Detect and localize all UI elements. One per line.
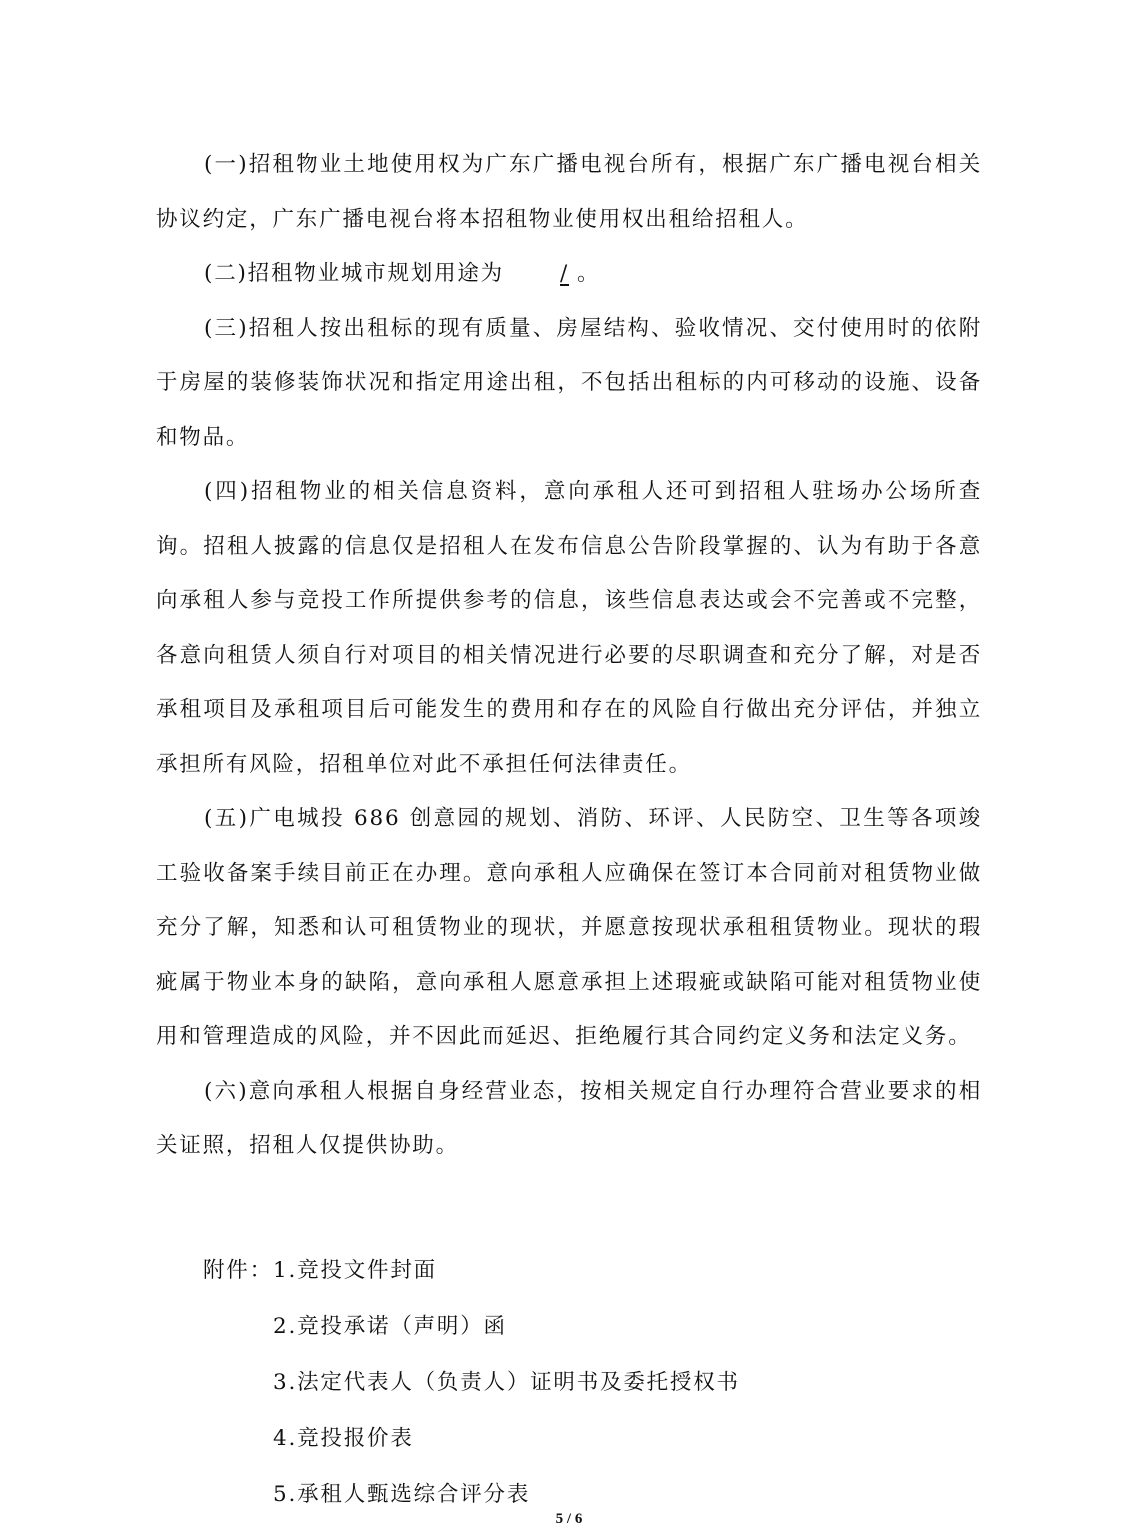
- attachment-item-4: 4.竞投报价表: [273, 1425, 414, 1451]
- attachment-item-5: 5.承租人甄选综合评分表: [273, 1481, 531, 1507]
- attachments-label: 附件：: [203, 1257, 273, 1283]
- attachments-list: [203, 1240, 903, 1520]
- paragraph-6: (六)意向承租人根据自身经营业态，按相关规定自行办理符合营业要求的相关证照，招租人仅提供协助。: [156, 1078, 982, 1158]
- attachment-item-2: 2.竞投承诺（声明）函: [273, 1313, 507, 1339]
- paragraph-2-suffix: 。: [577, 261, 601, 286]
- attachment-item-1: 1.竞投文件封面: [273, 1257, 437, 1283]
- attachments-heading: [203, 1240, 903, 1296]
- paragraph-2: [156, 247, 982, 302]
- paragraph-5: (五)广电城投 686 创意园的规划、消防、环评、人民防空、卫生等各项竣工验收备案手续目前正在办理。意向承租人应确保在签订本合同前对租赁物业做充分了解，知悉和认可租赁物业的现状，并愿意按现状承租租赁物业。现状的瑕疵属于物业本身的缺陷，意向承租人愿意承担上述瑕疵或缺陷可能对租赁物业使用和管理造成的风险，并不因此而延迟、拒绝履行其合同约定义务和法定义务。: [156, 806, 982, 1049]
- paragraph-2-prefix: (二)招租物业城市规划用途为: [204, 261, 504, 286]
- page-number: 5 / 6: [555, 1511, 583, 1527]
- body-text: [156, 138, 982, 1174]
- attachment-item-3: 3.法定代表人（负责人）证明书及委托授权书: [273, 1369, 740, 1395]
- paragraph-3: (三)招租人按出租标的现有质量、房屋结构、验收情况、交付使用时的依附于房屋的装修装饰状况和指定用途出租，不包括出租标的内可移动的设施、设备和物品。: [156, 315, 982, 450]
- paragraph-1: (一)招租物业土地使用权为广东广播电视台所有，根据广东广播电视台相关协议约定，广东广播电视台将本招租物业使用权出租给招租人。: [156, 152, 982, 232]
- planning-use-blank: /: [559, 261, 570, 286]
- paragraph-4: (四)招租物业的相关信息资料，意向承租人还可到招租人驻场办公场所查询。招租人披露的信息仅是招租人在发布信息公告阶段掌握的、认为有助于各意向承租人参与竞投工作所提供参考的信息，该些信息表达或会不完善或不完整，各意向租赁人须自行对项目的相关情况进行必要的尽职调查和充分了解，对是否承租项目及承租项目后可能发生的费用和存在的风险自行做出充分评估，并独立承担所有风险，招租单位对此不承担任何法律责任。: [156, 479, 982, 777]
